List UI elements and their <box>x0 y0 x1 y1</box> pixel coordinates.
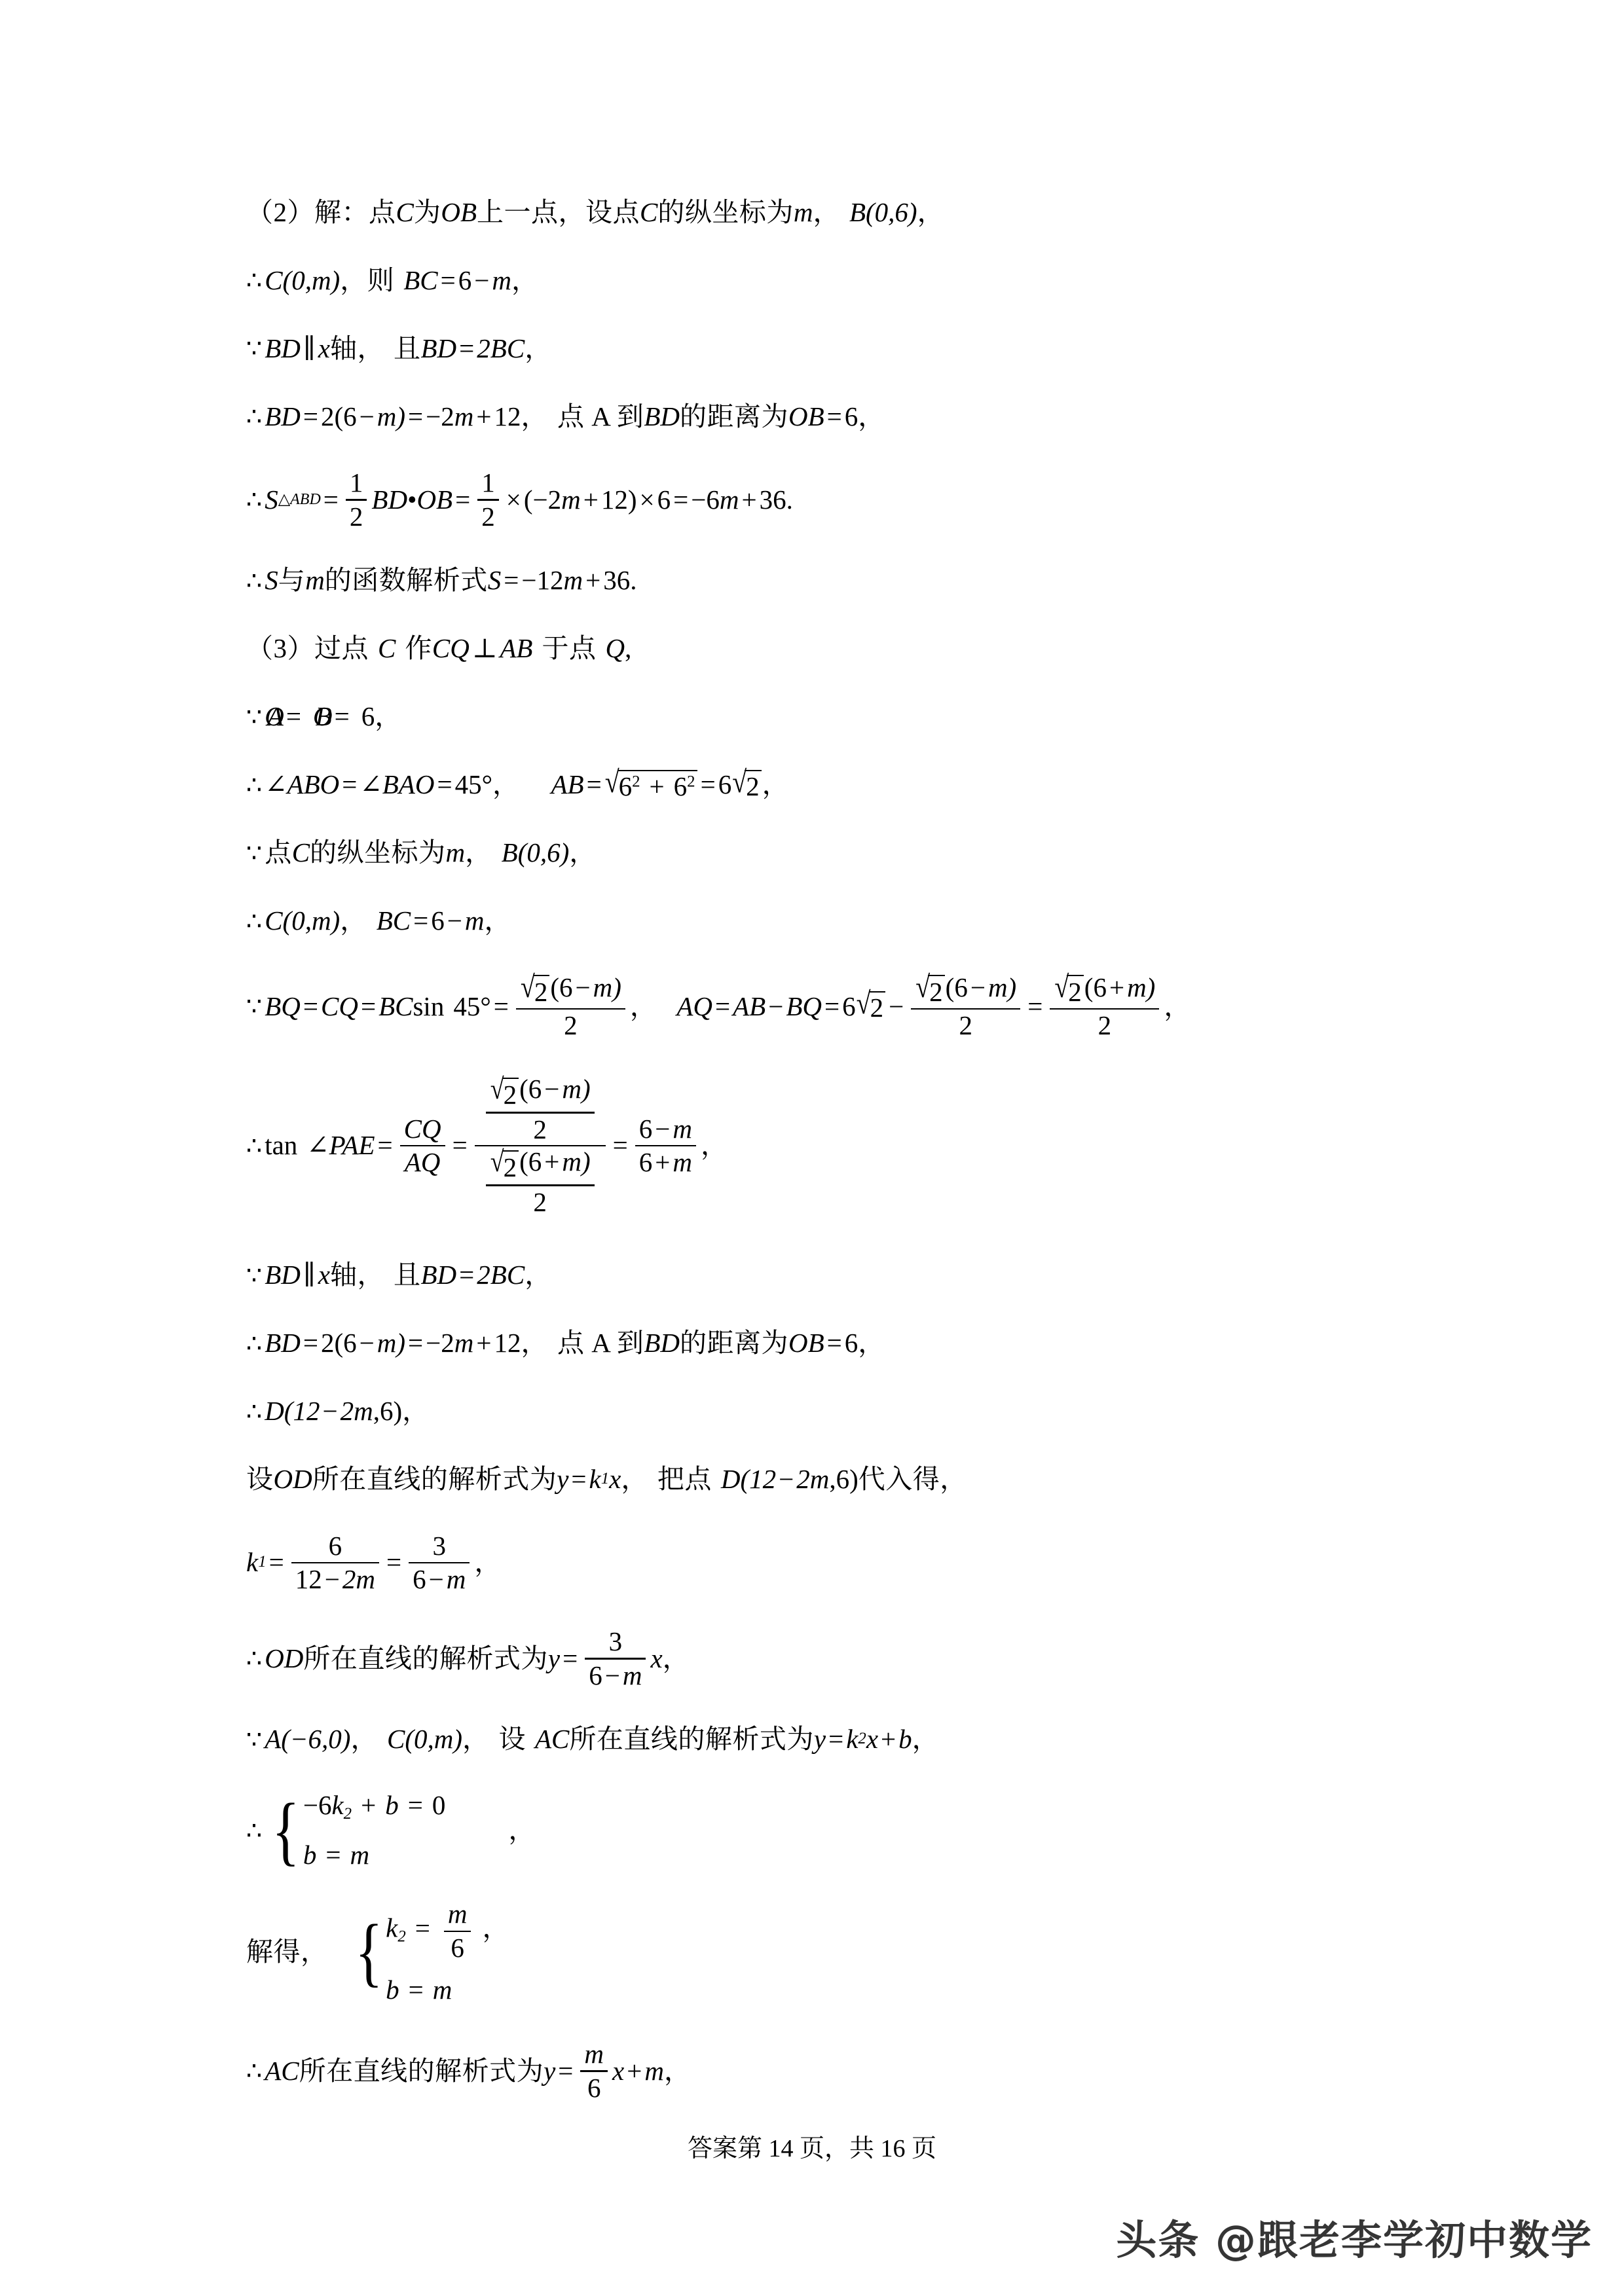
fraction-one-half: $\frac{1}{2}$ <box>346 469 367 531</box>
square-root: √ 2 <box>521 975 549 1006</box>
therefore-symbol: ∴ <box>246 402 263 431</box>
line-od-equation: ∴ OD 所在直线的解析式为 y = $\frac{3}{6-m}$ x ， <box>246 1626 690 1690</box>
line-c-coord: ∴ C(0, m ) ， 则 BC = 6 − m ， <box>246 264 539 295</box>
radical-sign: √ <box>490 1073 504 1106</box>
because-symbol: ∵ <box>246 1724 263 1754</box>
equation-row: b = m <box>303 1840 370 1870</box>
square-root: √ $6^2 + 6^2$ <box>605 770 697 800</box>
fraction-3-over-6-minus-m: $\frac{3}{6-m}$ <box>409 1532 470 1594</box>
line-bd-value-2: ∴ BD = 2(6 − m) = −2 m + 12 ， 点 A 到 BD 的距离为 OB = 6 ， <box>246 1328 885 1358</box>
fraction-m-over-6: $\frac{m}{6}$ <box>444 1900 471 1962</box>
fraction-one-half: $\frac{1}{2}$ <box>477 469 499 531</box>
square-root: √ 2 <box>490 1078 519 1110</box>
radical-sign: √ <box>856 986 871 1021</box>
line-ac-equation: ∴ AC 所在直线的解析式为 y = $\frac{m}{6}$ x + m ， <box>246 2039 692 2103</box>
radical-sign: √ <box>732 764 747 799</box>
line-set-od-line: 设 OD 所在直线的解析式为 y = k 1 x ， 把点 D(12 − 2m ,6) 代入得， <box>246 1464 967 1495</box>
triangle-abd-subscript: △ABD <box>278 491 321 509</box>
fraction-6-over-12-minus-2m: $\frac{6}{12-2m}$ <box>291 1532 379 1594</box>
equation-system <box>267 1787 446 1873</box>
line-s-m-function: ∴ S 与 m 的函数解析式 S = −12 m + 36 . <box>246 565 637 596</box>
compound-fraction <box>475 1074 606 1217</box>
line-bd-value: ∴ BD = 2(6 − m) = −2 m + 12 ， 点 A 到 BD 的距离为 OB = 6 ， <box>246 401 885 431</box>
because-symbol: ∵ <box>246 702 263 731</box>
fraction-sqrt2-6-minus-m-over-2: √ 2 (6−m) 2 <box>516 974 625 1040</box>
because-symbol: ∵ <box>246 334 263 363</box>
line-bd-parallel-x-2: ∵ BD ∥ x 轴， 且 BD = 2BC ， <box>246 1260 552 1290</box>
therefore-symbol: ∴ <box>246 770 263 799</box>
line-solution-system: 解得， { $k_2$ = $\frac{m}{6}$ ， b = m <box>246 1899 509 2005</box>
line-a-c-set-ac: ∵ A(−6,0) ， C(0, m ) ， 设 AC 所在直线的解析式为 y = k 2 x + b ， <box>246 1724 940 1755</box>
therefore-symbol: ∴ <box>246 1644 263 1673</box>
fraction-3-over-6-minus-m: $\frac{3}{6-m}$ <box>585 1628 646 1690</box>
multiply-dot: • <box>407 484 417 515</box>
square-root: √ 2 <box>857 991 885 1021</box>
line-tan-pae: ∴ tan ∠PAE = $\frac{CQ}{AQ}$ = √ 2 (6−m) 2 √ 2 (6+m) 2 = $\frac{6-m}{6+m}$ ， <box>246 1073 728 1217</box>
because-symbol: ∵ <box>246 992 263 1021</box>
fraction-m-over-6: $\frac{m}{6}$ <box>580 2040 608 2102</box>
sin-function: sin <box>413 991 445 1021</box>
fraction-sqrt2-6-plus-m-over-2: √ 2 (6+m) 2 <box>1050 974 1159 1040</box>
because-symbol: ∵ <box>246 1260 263 1290</box>
therefore-symbol: ∴ <box>246 485 263 515</box>
perpendicular-symbol: ⊥ <box>471 633 498 664</box>
because-symbol: ∵ <box>246 838 263 867</box>
therefore-symbol: ∴ <box>246 1396 263 1426</box>
parallel-symbol: ∥ <box>303 333 316 363</box>
radical-sign: √ <box>604 764 619 799</box>
line-system-equations: ∴ { $-6k_2 + b = 0$ b = m ， <box>246 1787 536 1873</box>
line-bq-cq-aq: ∵ BQ = CQ = BC sin 45° = √ 2 (6−m) 2 ， AQ = AB − BQ = 6 √ 2 − √ 2 (6−m) 2 = √ 2 (6+m) 2 ， <box>246 969 1191 1041</box>
radical-sign: √ <box>490 1146 504 1178</box>
square-root: √ 2 <box>915 975 944 1006</box>
tan-function: tan <box>265 1130 298 1161</box>
line-angles-45: ∴ ∠ABO = ∠BAO = 45° ， AB = √ $6^2 + 6^2$ = 6 √ 2 ， <box>246 764 790 801</box>
radical-sign: √ <box>1054 969 1069 1004</box>
parallel-symbol: ∥ <box>303 1260 316 1290</box>
therefore-symbol: ∴ <box>246 1328 263 1358</box>
fraction-cq-over-aq: $\frac{CQ}{AQ}$ <box>400 1115 445 1177</box>
angle-abo: ∠ABO <box>265 769 340 800</box>
square-root: √ 2 <box>1054 975 1083 1006</box>
equation-row: b = m <box>386 1975 452 2005</box>
fraction-sqrt2-6-plus-m-over-2: √ 2 (6+m) 2 <box>486 1148 595 1216</box>
therefore-symbol: ∴ <box>246 566 263 595</box>
square-root: √ 2 <box>732 770 761 800</box>
therefore-symbol: ∴ <box>246 266 263 295</box>
therefore-symbol: ∴ <box>246 1815 263 1845</box>
therefore-symbol: ∴ <box>246 906 263 936</box>
square-root: √ 2 <box>490 1150 519 1182</box>
part-3-label: （3） <box>246 633 314 664</box>
radical-sign: √ <box>520 969 535 1004</box>
line-oa-ob-equal: ∵ OA = OB = 6 ， <box>246 701 402 732</box>
angle-pae: ∠PAE <box>306 1130 375 1161</box>
line-bd-parallel-x: ∵ BD ∥ x 轴， 且 BD = 2BC ， <box>246 333 552 363</box>
equation-row: $k_2$ = $\frac{m}{6}$ ， <box>386 1899 509 1963</box>
equation-row: $-6k_2 + b = 0$ <box>303 1789 446 1823</box>
line-c-y-coord: ∵ 点 C 的纵坐标为 m ， B(0,6) ， <box>246 837 597 868</box>
watermark: 头条 @跟老李学初中数学 <box>1116 2216 1593 2264</box>
part-2-label: （2）解： <box>246 196 369 227</box>
equation-system-solution <box>350 1900 509 2003</box>
therefore-symbol: ∴ <box>246 2056 263 2086</box>
line-k1-value: k 1 = $\frac{6}{12-2m}$ = $\frac{3}{6-m}$ ， <box>246 1530 502 1595</box>
fraction-sqrt2-6-minus-m-over-2: √ 2 (6−m) 2 <box>911 974 1020 1040</box>
fraction-sqrt2-6-minus-m-over-2: √ 2 (6−m) 2 <box>486 1075 595 1143</box>
times-symbol: × <box>639 484 655 515</box>
line-point-d: ∴ D(12 − 2m ,6) ， <box>246 1396 430 1427</box>
page-footer: 答案第 14 页，共 16 页 <box>687 2135 936 2162</box>
line-area-formula: ∴ S △ABD = $\frac{1}{2}$ BD • OB = $\frac{1}{2}$ × (−2 m + 12) × 6 = −6 m + 36 . <box>246 467 793 532</box>
solution-body <box>246 196 1399 2136</box>
angle-bao: ∠BAO <box>360 769 435 800</box>
fraction-6-minus-m-over-6-plus-m: $\frac{6-m}{6+m}$ <box>635 1115 696 1177</box>
left-brace: { <box>354 1908 383 1995</box>
line-3-intro: （3） 过点 C 作 CQ ⊥ AB 于点 Q , <box>246 633 632 664</box>
radical-sign: √ <box>915 969 931 1004</box>
line-c-bc: ∴ C(0, m ) ， BC = 6 − m ， <box>246 905 511 936</box>
left-brace: { <box>272 1787 300 1873</box>
line-2-intro: （2）解： 点 C 为 OB 上一点，设点 C 的纵坐标为 m ， B(0,6) ， <box>246 196 945 227</box>
therefore-symbol: ∴ <box>246 1131 263 1160</box>
times-symbol: × <box>506 484 521 515</box>
